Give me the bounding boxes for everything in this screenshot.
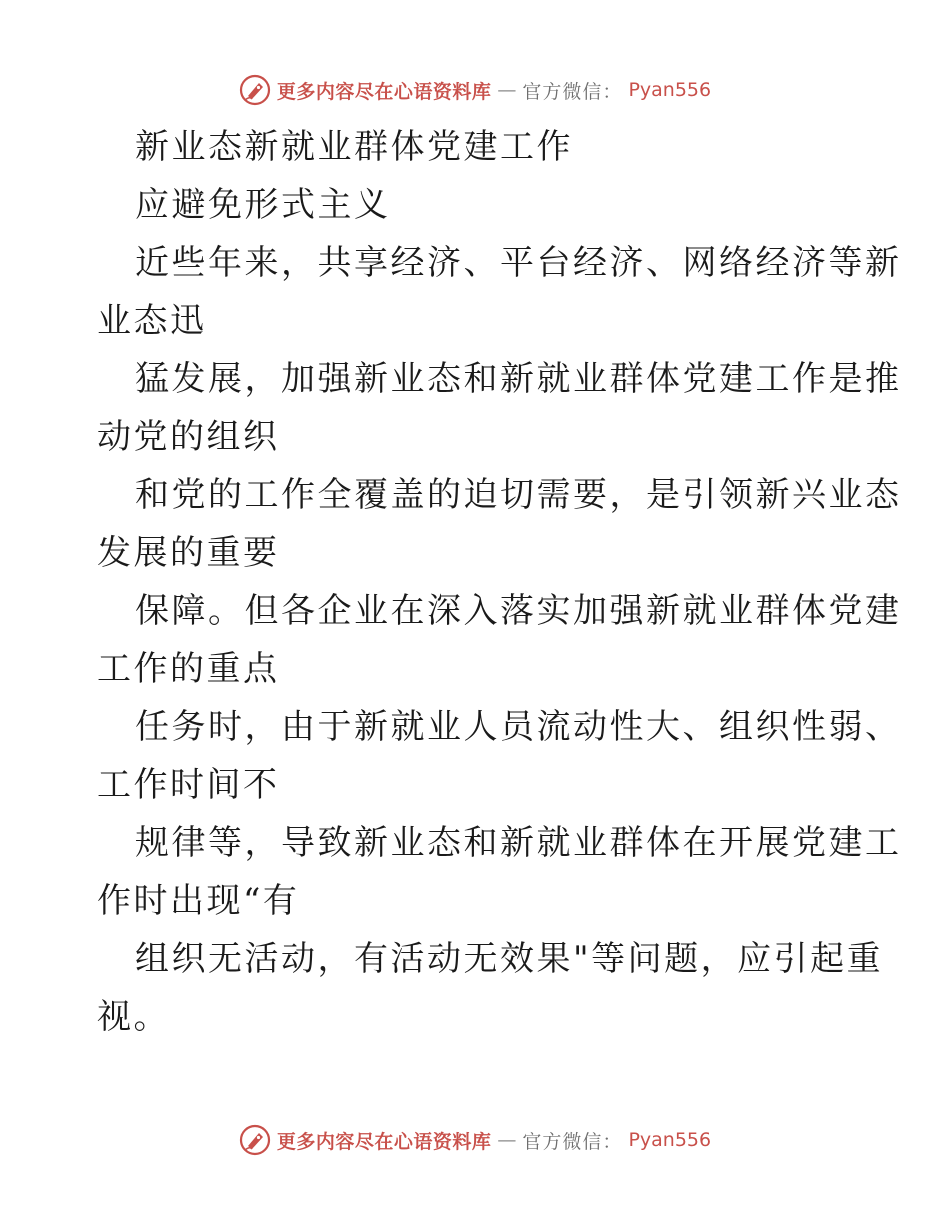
pen-nib-logo-icon — [239, 1124, 271, 1156]
banner-dash: — — [497, 79, 517, 101]
text-line: 工作的重点 — [97, 649, 280, 689]
text-line: 应避免形式主义 — [135, 185, 391, 225]
text-line: 保障。但各企业在深入落实加强新就业群体党建 — [135, 591, 902, 631]
text-line: 发展的重要 — [97, 533, 280, 573]
header-banner — [0, 70, 950, 110]
text-line: 近些年来，共享经济、平台经济、网络经济等新 — [135, 243, 902, 283]
banner-brand-text: 更多内容尽在心语资料库 — [276, 80, 492, 103]
banner-dash: — — [497, 1129, 517, 1151]
footer-banner — [0, 1120, 950, 1160]
banner-wechat-label: 官方微信： — [522, 1130, 623, 1153]
banner-wechat-label: 官方微信： — [522, 80, 623, 103]
text-line: 视。 — [97, 997, 170, 1037]
text-line: 规律等，导致新业态和新就业群体在开展党建工 — [135, 823, 902, 863]
banner-wechat-id: Pyan556 — [628, 1129, 712, 1151]
text-line: 猛发展，加强新业态和新就业群体党建工作是推 — [135, 359, 902, 399]
text-line: 和党的工作全覆盖的迫切需要，是引领新兴业态 — [135, 475, 902, 515]
pen-nib-logo-icon — [239, 74, 271, 106]
banner-wechat-id: Pyan556 — [628, 79, 712, 101]
banner-brand-text: 更多内容尽在心语资料库 — [276, 1130, 492, 1153]
text-line: 任务时，由于新就业人员流动性大、组织性弱、 — [135, 707, 902, 747]
text-line: 工作时间不 — [97, 765, 280, 805]
text-line: 新业态新就业群体党建工作 — [135, 127, 573, 167]
text-line: 组织无活动，有活动无效果"等问题，应引起重 — [135, 939, 884, 979]
text-line: 动党的组织 — [97, 417, 280, 457]
text-line: 作时出现“有 — [97, 881, 300, 921]
text-line: 业态迅 — [97, 301, 207, 341]
document-body — [97, 118, 902, 1046]
